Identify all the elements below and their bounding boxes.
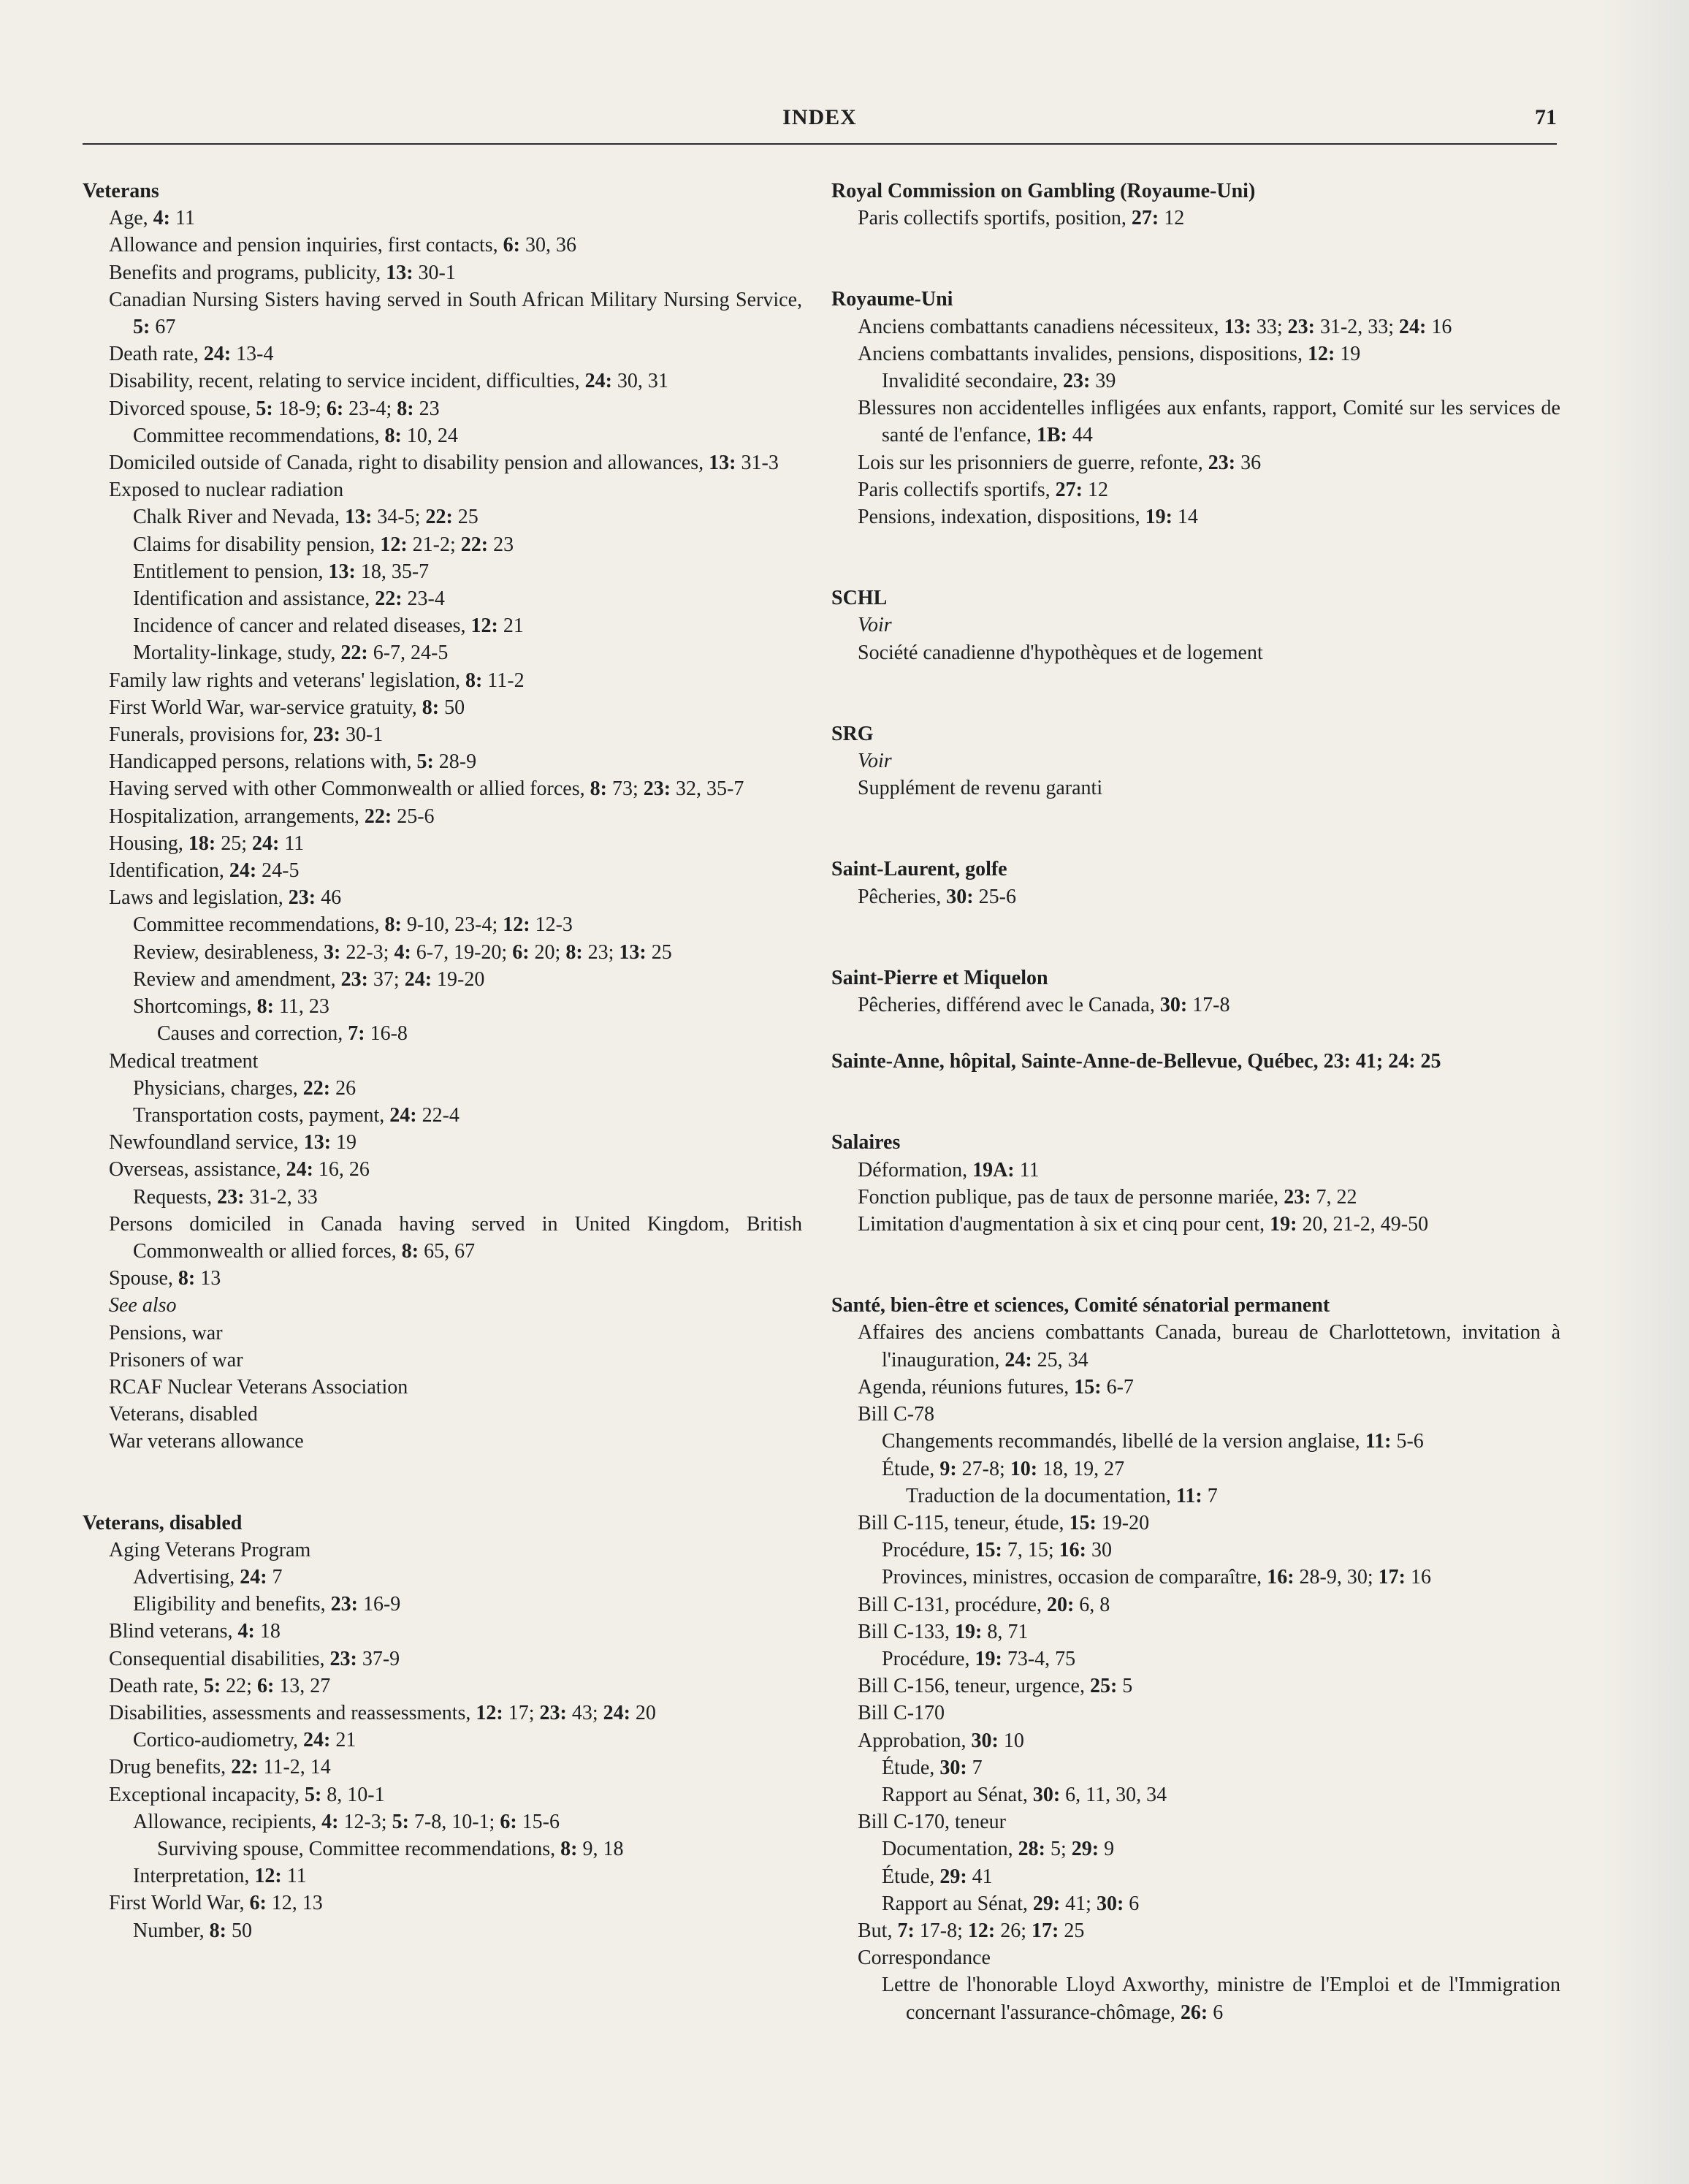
index-heading: Saint-Pierre et Miquelon [831,966,1048,989]
index-subentry: Blind veterans, 4: 18 [109,1620,281,1643]
index-entry-royaume-uni [831,286,1560,530]
index-subentry: Physicians, charges, 22: 26 [133,1076,357,1100]
index-subentry: Bill C-133, 19: 8, 71 [858,1620,1029,1643]
index-subentry: Aging Veterans Program [109,1538,311,1561]
entry-spacer [831,1019,1560,1048]
index-subentry: Étude, 9: 27-8; 10: 18, 19, 27 [882,1457,1125,1480]
index-subentry: Prisoners of war [109,1348,243,1371]
index-subentry: But, 7: 17-8; 12: 26; 17: 25 [858,1919,1085,1942]
index-subentry: Eligibility and benefits, 23: 16-9 [133,1593,401,1616]
index-heading: Veterans [83,180,159,202]
index-subentry: Laws and legislation, 23: 46 [109,886,342,910]
index-subentry: Voir [858,614,892,637]
index-subentry: Exceptional incapacity, 5: 8, 10-1 [109,1783,385,1806]
index-subentry: Transportation costs, payment, 24: 22-4 [133,1103,460,1127]
index-subentry: Anciens combattants canadiens nécessiteux, 13: 33; 23: 31-2, 33; 24: 16 [858,315,1452,338]
index-subentry: Requests, 23: 31-2, 33 [133,1185,318,1209]
page-header [83,101,1557,145]
index-subentry: Provinces, ministres, occasion de comparaître, 16: 28-9, 30; 17: 16 [882,1566,1431,1589]
index-subentry: Cortico-audiometry, 24: 21 [133,1729,357,1752]
index-subentry: Lois sur les prisonniers de guerre, refonte, 23: 36 [858,451,1262,474]
index-entry-veterans [83,178,802,1456]
entry-spacer [83,1456,802,1510]
index-heading: Veterans, disabled [83,1511,243,1534]
index-entry-veterans-disabled [83,1510,802,1944]
index-heading: Royaume-Uni [831,288,953,311]
entry-spacer [831,910,1560,964]
index-subentry: Incidence of cancer and related diseases, 12: 21 [133,615,524,638]
index-subentry: Exposed to nuclear radiation [109,479,344,502]
index-subentry: Rapport au Sénat, 30: 6, 11, 30, 34 [882,1783,1167,1806]
header-rule [83,143,1557,145]
index-subentry: Claims for disability pension, 12: 21-2; 22: 23 [133,533,514,556]
index-subentry: Correspondance [858,1947,991,1970]
index-subentry: Drug benefits, 22: 11-2, 14 [109,1756,331,1779]
index-subentry: War veterans allowance [109,1430,304,1453]
index-subentry: Étude, 29: 41 [882,1865,993,1888]
index-subentry: Documentation, 28: 5; 29: 9 [882,1838,1115,1861]
index-entry-sainte-anne-hopital-sainte-anne-de-belle [831,1048,1560,1075]
index-subentry: Handicapped persons, relations with, 5: 28-9 [109,750,477,774]
index-subentry: Having served with other Commonwealth or allied forces, 8: 73; 23: 32, 35-7 [109,777,744,801]
entry-spacer [831,530,1560,585]
entry-spacer [831,232,1560,286]
index-heading: SRG [831,722,874,745]
index-subentry: Chalk River and Nevada, 13: 34-5; 22: 25 [133,506,479,529]
index-subentry: Procédure, 15: 7, 15; 16: 30 [882,1539,1112,1562]
index-subentry: Agenda, réunions futures, 15: 6-7 [858,1375,1134,1399]
index-subentry: Approbation, 30: 10 [858,1729,1024,1752]
index-subentry: Lettre de l'honorable Lloyd Axworthy, ministre de l'Emploi et de l'Immigration concernant l'assurance-chômage, 26: 6 [882,1974,1560,2024]
index-subentry: Procédure, 19: 73-4, 75 [882,1647,1076,1670]
index-heading: Royal Commission on Gambling (Royaume-Uni) [831,180,1256,202]
index-subentry: Committee recommendations, 8: 9-10, 23-4; 12: 12-3 [133,913,573,937]
index-entry-srg [831,720,1560,802]
index-subentry: Blessures non accidentelles infligées aux enfants, rapport, Comité sur les services de santé de l'enfance, 1B: 44 [858,397,1560,447]
index-subentry: Divorced spouse, 5: 18-9; 6: 23-4; 8: 23 [109,397,440,420]
index-entry-saint-laurent-golfe [831,856,1560,910]
index-subentry: Surviving spouse, Committee recommendations, 8: 9, 18 [157,1837,624,1860]
index-subentry: Limitation d'augmentation à six et cinq pour cent, 19: 20, 21-2, 49-50 [858,1213,1429,1236]
index-subentry: Hospitalization, arrangements, 22: 25-6 [109,804,435,828]
index-subentry: Consequential disabilities, 23: 37-9 [109,1647,400,1670]
index-subentry: Number, 8: 50 [133,1919,252,1942]
page-number: 71 [1535,105,1557,129]
index-subentry: Supplément de revenu garanti [858,777,1103,800]
index-subentry: Bill C-115, teneur, étude, 15: 19-20 [858,1511,1150,1534]
index-subentry: Medical treatment [109,1049,259,1073]
index-subentry: Pensions, indexation, dispositions, 19: 14 [858,506,1198,529]
index-entry-royal-commission-on-gambling-royaume-uni [831,178,1560,232]
index-subentry: Société canadienne d'hypothèques et de logement [858,641,1263,664]
index-subentry: Allowance and pension inquiries, first contacts, 6: 30, 36 [109,234,576,257]
index-subentry: Rapport au Sénat, 29: 41; 30: 6 [882,1892,1140,1915]
index-heading: SCHL [831,587,888,610]
index-subentry: Overseas, assistance, 24: 16, 26 [109,1158,370,1182]
index-subentry: Allowance, recipients, 4: 12-3; 5: 7-8, 10-1; 6: 15-6 [133,1810,560,1833]
index-subentry: First World War, 6: 12, 13 [109,1892,323,1915]
index-subentry: Newfoundland service, 13: 19 [109,1131,357,1154]
index-subentry: Bill C-156, teneur, urgence, 25: 5 [858,1675,1133,1698]
index-subentry: Identification and assistance, 22: 23-4 [133,587,445,611]
index-subentry: Déformation, 19A: 11 [858,1158,1040,1182]
index-subentry: Veterans, disabled [109,1403,258,1426]
index-subentry: Age, 4: 11 [109,207,195,230]
index-subentry: Review and amendment, 23: 37; 24: 19-20 [133,967,485,991]
index-subentry: Entitlement to pension, 13: 18, 35-7 [133,560,430,583]
index-subentry: Disabilities, assessments and reassessments, 12: 17; 23: 43; 24: 20 [109,1701,656,1724]
index-subentry: Family law rights and veterans' legislation, 8: 11-2 [109,669,525,692]
index-entry-salaires [831,1129,1560,1238]
index-subentry: Bill C-78 [858,1403,935,1426]
index-subentry: Pêcheries, 30: 25-6 [858,885,1016,908]
entry-spacer [831,1238,1560,1292]
index-subentry: Canadian Nursing Sisters having served in South African Military Nursing Service, 5: 67 [109,288,802,339]
index-entry-sante-bien-etre-et-sciences-comite-senat [831,1292,1560,2025]
index-subentry: Advertising, 24: 7 [133,1565,283,1588]
index-subentry: Benefits and programs, publicity, 13: 30-1 [109,261,456,284]
index-entry-saint-pierre-et-miquelon [831,964,1560,1019]
index-subentry: Pensions, war [109,1321,223,1344]
index-subentry: Anciens combattants invalides, pensions, dispositions, 12: 19 [858,342,1361,365]
entry-spacer [831,666,1560,720]
index-heading: Santé, bien-être et sciences, Comité sénatorial permanent [831,1294,1330,1317]
index-heading: Sainte-Anne, hôpital, Sainte-Anne-de-Bellevue, Québec, 23: 41; 24: 25 [831,1050,1441,1073]
index-subentry: See also [109,1294,177,1317]
index-subentry: Identification, 24: 24-5 [109,859,300,883]
page-edge-shadow [1601,0,1689,2184]
index-subentry: Committee recommendations, 8: 10, 24 [133,424,458,447]
index-subentry: Death rate, 24: 13-4 [109,343,274,366]
index-subentry: Bill C-170 [858,1702,945,1725]
index-heading: Salaires [831,1131,901,1154]
index-heading: Saint-Laurent, golfe [831,858,1007,881]
index-subentry: Traduction de la documentation, 11: 7 [906,1484,1218,1507]
index-subentry: Death rate, 5: 22; 6: 13, 27 [109,1674,331,1697]
running-title: INDEX [782,105,857,129]
index-subentry: Domiciled outside of Canada, right to disability pension and allowances, 13: 31-3 [109,452,779,475]
index-column-left [83,178,802,1944]
index-subentry: Étude, 30: 7 [882,1756,983,1779]
index-subentry: Interpretation, 12: 11 [133,1865,307,1888]
index-column-right [831,178,1560,2026]
index-subentry: Paris collectifs sportifs, position, 27: 12 [858,207,1185,230]
index-subentry: Bill C-170, teneur [858,1811,1006,1834]
index-subentry: Bill C-131, procédure, 20: 6, 8 [858,1593,1110,1616]
entry-spacer [831,802,1560,856]
index-subentry: Invalidité secondaire, 23: 39 [882,370,1116,393]
index-entry-schl [831,585,1560,666]
index-subentry: Housing, 18: 25; 24: 11 [109,832,305,855]
index-subentry: Changements recommandés, libellé de la version anglaise, 11: 5-6 [882,1430,1424,1453]
index-subentry: First World War, war-service gratuity, 8: 50 [109,696,465,719]
index-subentry: Disability, recent, relating to service incident, difficulties, 24: 30, 31 [109,370,668,393]
index-subentry: Spouse, 8: 13 [109,1267,221,1290]
index-subentry: Paris collectifs sportifs, 27: 12 [858,478,1108,501]
index-subentry: Persons domiciled in Canada having served in United Kingdom, British Commonwealth or allied forces, 8: 65, 67 [109,1212,802,1263]
index-subentry: Review, desirableness, 3: 22-3; 4: 6-7, 19-20; 6: 20; 8: 23; 13: 25 [133,940,672,964]
entry-spacer [831,1075,1560,1129]
index-subentry: Affaires des anciens combattants Canada, bureau de Charlottetown, invitation à l'inauguration, 24: 25, 34 [858,1321,1560,1371]
index-subentry: RCAF Nuclear Veterans Association [109,1375,408,1399]
index-subentry: Causes and correction, 7: 16-8 [157,1022,408,1046]
index-subentry: Funerals, provisions for, 23: 30-1 [109,723,384,747]
index-subentry: Pêcheries, différend avec le Canada, 30: 17-8 [858,994,1230,1017]
index-subentry: Shortcomings, 8: 11, 23 [133,995,329,1019]
index-subentry: Mortality-linkage, study, 22: 6-7, 24-5 [133,642,449,665]
index-subentry: Voir [858,750,892,773]
index-subentry: Fonction publique, pas de taux de personne mariée, 23: 7, 22 [858,1185,1357,1209]
